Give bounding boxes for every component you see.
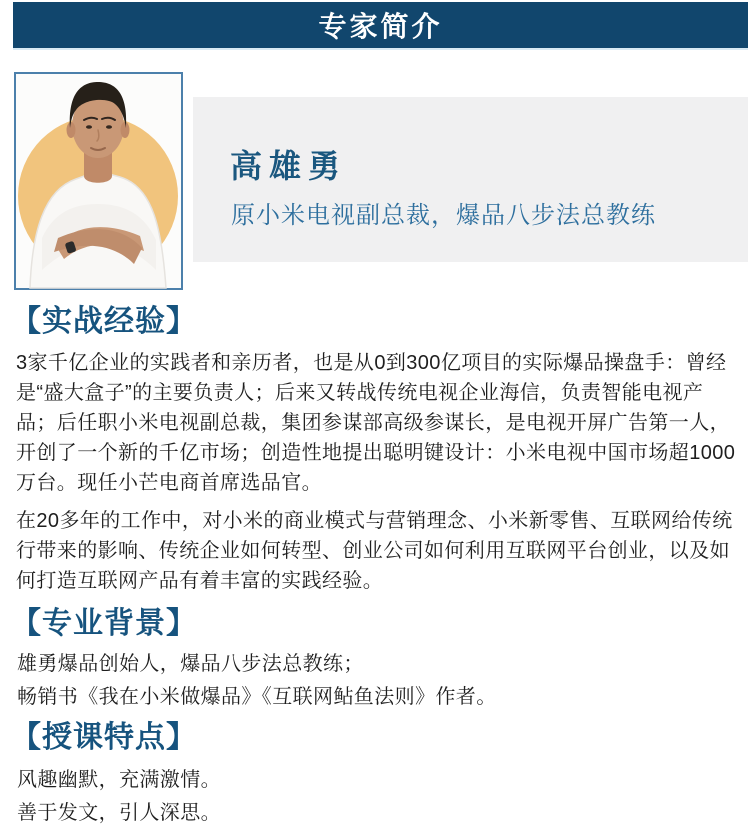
paragraph: 风趣幽默，充满激情。 [17, 769, 221, 791]
content-area [0, 300, 748, 836]
paragraph: 在20多年的工作中，对小米的商业模式与营销理念、小米新零售、互联网给传统行带来的影响、传统企业如何转型、创业公司如何利用互联网平台创业，以及如何打造互联网产品有着丰富的实践经验。 [16, 510, 733, 592]
title-banner [13, 2, 748, 50]
paragraph: 善于发文，引人深思。 [17, 802, 221, 824]
expert-subtitle: 原小米电视副总裁，爆品八步法总教练 [231, 202, 656, 229]
section-heading: 【专业背景】 [11, 607, 197, 640]
paragraph: 畅销书《我在小米做爆品》《互联网鲇鱼法则》作者。 [17, 686, 497, 708]
section-practical-experience [0, 304, 748, 596]
expert-name: 高雄勇 [230, 148, 348, 184]
section-heading: 【授课特点】 [11, 721, 197, 754]
expert-photo [14, 72, 183, 290]
paragraph: 雄勇爆品创始人，爆品八步法总教练； [17, 653, 364, 675]
paragraph: 3家千亿企业的实践者和亲历者，也是从0到300亿项目的实际爆品操盘手：曾经是“盛大盒子”的主要负责人；后来又转战传统电视企业海信，负责智能电视产品；后任职小米电视副总裁，集团参谋部高级参谋长，是电视开屏广告第一人，开创了一个新的千亿市场；创造性地提出聪明键设计：小米电视中国市场超1000万台。现任小芒电商首席选品官。 [16, 352, 736, 494]
portrait-illustration-icon [16, 74, 181, 288]
section-heading: 【实战经验】 [11, 305, 197, 338]
section-professional-background [0, 606, 748, 708]
section-teaching-characteristics [0, 720, 748, 824]
page-title: 专家简介 [318, 11, 443, 42]
name-panel [193, 97, 748, 262]
profile-block [0, 48, 748, 300]
